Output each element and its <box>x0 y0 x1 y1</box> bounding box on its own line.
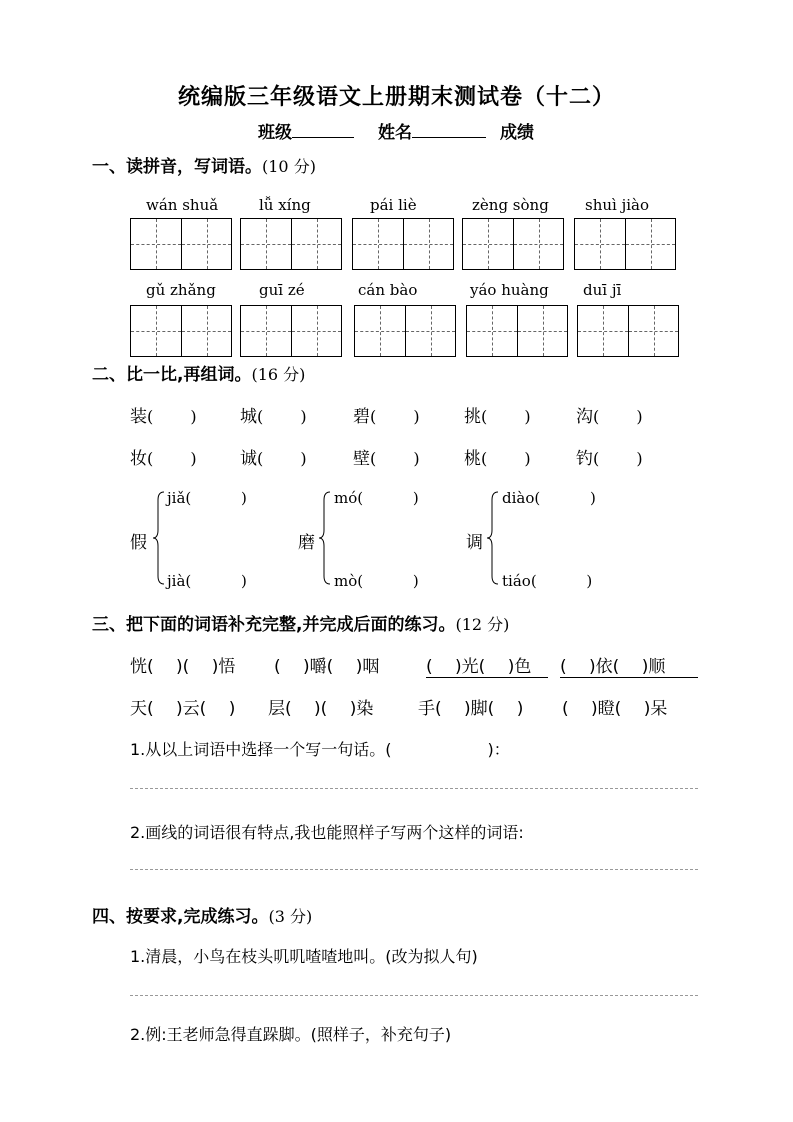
pinyin-1: wán shuǎ <box>146 196 219 214</box>
compare-item[interactable]: 桃( ) <box>464 449 531 469</box>
question-4-2: 2.例:王老师急得直跺脚。(照样子，补充句子) <box>130 1025 452 1044</box>
idiom-item[interactable]: 手( )脚( ) <box>418 699 524 719</box>
writing-grid[interactable] <box>466 305 568 357</box>
pinyin-6: gǔ zhǎng <box>146 281 216 299</box>
section4-heading: 四、按要求,完成练习。(3 分) <box>92 907 313 927</box>
brace-icon <box>152 490 166 588</box>
writing-grid[interactable] <box>574 218 676 270</box>
polyphone-char: 假 <box>130 533 147 553</box>
pinyin-8: cán bào <box>358 281 418 299</box>
writing-grid[interactable] <box>130 305 232 357</box>
name-label: 姓名 <box>378 123 412 143</box>
compare-item[interactable]: 壁( ) <box>353 449 420 469</box>
polyphone-bottom[interactable]: tiáo( ) <box>502 572 593 590</box>
writing-grid[interactable] <box>462 218 564 270</box>
pinyin-3: pái liè <box>370 196 417 214</box>
section1-heading: 一、读拼音，写词语。(10 分) <box>92 157 316 177</box>
polyphone-char: 磨 <box>298 533 315 553</box>
name-field[interactable] <box>412 121 486 138</box>
idiom-item[interactable]: 层( )( )染 <box>268 699 374 719</box>
question-4-1: 1.清晨，小鸟在枝头叽叽喳喳地叫。(改为拟人句) <box>130 947 478 966</box>
compare-item[interactable]: 装( ) <box>130 407 197 427</box>
polyphone-bottom[interactable]: mò( ) <box>334 572 419 590</box>
idiom-item[interactable]: 天( )云( ) <box>130 699 236 719</box>
score-label: 成绩 <box>500 123 534 143</box>
polyphone-bottom[interactable]: jià( ) <box>167 572 247 590</box>
compare-item[interactable]: 挑( ) <box>464 407 531 427</box>
writing-grid[interactable] <box>354 305 456 357</box>
class-label: 班级 <box>258 123 292 143</box>
pinyin-2: lǚ xíng <box>259 196 311 214</box>
writing-grid[interactable] <box>577 305 679 357</box>
compare-item[interactable]: 钓( ) <box>576 449 643 469</box>
page-title: 统编版三年级语文上册期末测试卷（十二） <box>177 85 615 110</box>
compare-item[interactable]: 城( ) <box>240 407 307 427</box>
pinyin-7: guī zé <box>259 281 305 299</box>
writing-grid[interactable] <box>352 218 454 270</box>
pinyin-9: yáo huàng <box>470 281 549 299</box>
polyphone-top[interactable]: diào( ) <box>502 489 596 507</box>
idiom-item[interactable]: ( )瞪( )呆 <box>562 699 668 719</box>
writing-grid[interactable] <box>240 305 342 357</box>
idiom-item-underlined[interactable]: ( )依( )顺 <box>560 652 698 678</box>
answer-line[interactable] <box>130 995 698 996</box>
compare-item[interactable]: 沟( ) <box>576 407 643 427</box>
section3-heading: 三、把下面的词语补充完整,并完成后面的练习。(12 分) <box>92 615 510 635</box>
idiom-item-underlined[interactable]: ( )光( )色 <box>426 652 548 678</box>
pinyin-5: shuì jiào <box>585 196 650 214</box>
name-label-group <box>378 118 486 143</box>
idiom-item[interactable]: 恍( )( )悟 <box>130 657 236 677</box>
section2-heading: 二、比一比,再组词。(16 分) <box>92 365 306 385</box>
writing-grid[interactable] <box>130 218 232 270</box>
compare-item[interactable]: 碧( ) <box>353 407 420 427</box>
brace-icon <box>318 490 332 588</box>
compare-item[interactable]: 诚( ) <box>240 449 307 469</box>
question-3-1: 1.从以上词语中选择一个写一句话。( )： <box>130 740 510 759</box>
polyphone-top[interactable]: mó( ) <box>334 489 419 507</box>
polyphone-char: 调 <box>466 533 483 553</box>
question-3-2: 2.画线的词语很有特点,我也能照样子写两个这样的词语: <box>130 823 524 842</box>
writing-grid[interactable] <box>240 218 342 270</box>
class-field[interactable] <box>292 121 354 138</box>
pinyin-4: zèng sòng <box>472 196 549 214</box>
answer-line[interactable] <box>130 788 698 789</box>
compare-item[interactable]: 妆( ) <box>130 449 197 469</box>
brace-icon <box>486 490 500 588</box>
idiom-item[interactable]: ( )嚼( )咽 <box>274 657 380 677</box>
pinyin-10: duī jī <box>583 281 622 299</box>
polyphone-top[interactable]: jiǎ( ) <box>167 489 247 507</box>
answer-line[interactable] <box>130 869 698 870</box>
class-label-group <box>258 118 354 143</box>
